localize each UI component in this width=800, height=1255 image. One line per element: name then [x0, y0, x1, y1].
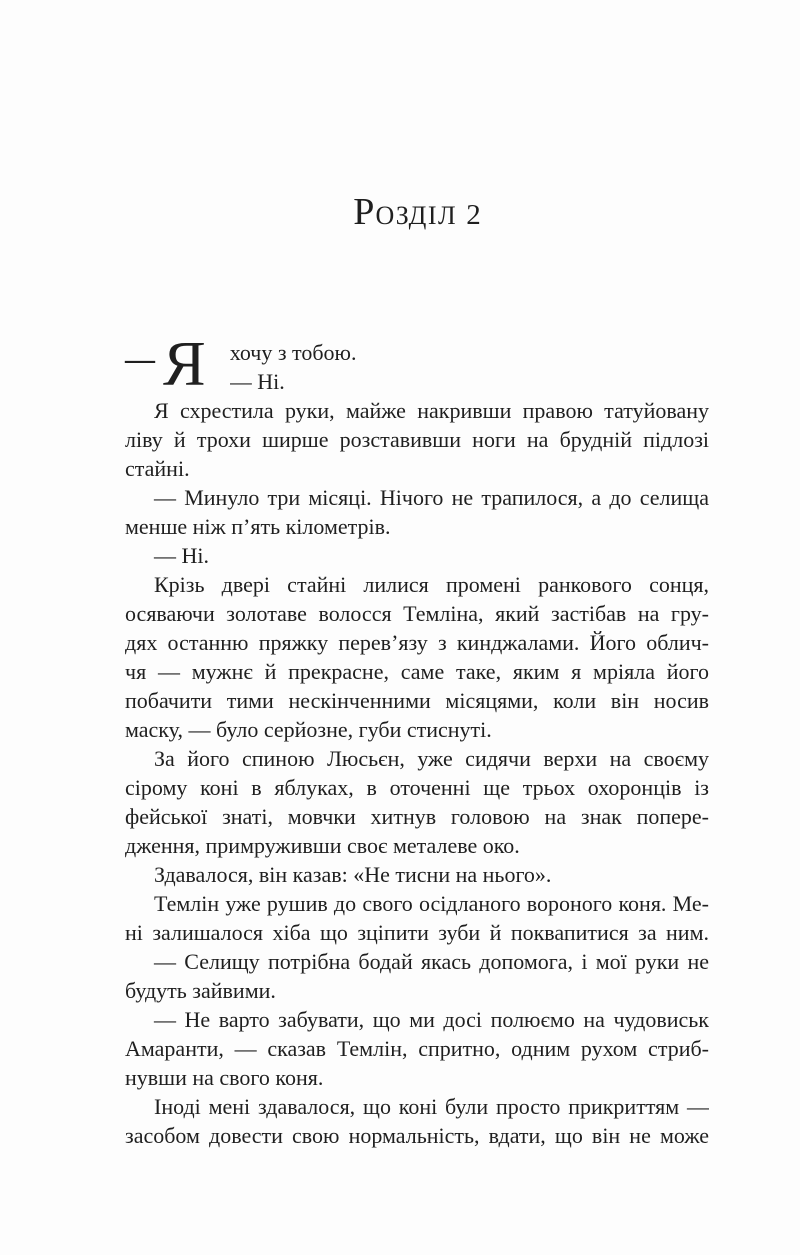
chapter-number: 2 — [466, 199, 481, 231]
text-line: маску, — було серйозне, губи стиснуті. — [125, 717, 492, 742]
text-line: сірому коні в яблуках, в оточенні ще трьох охоронців із — [125, 775, 709, 800]
text-line: хочу з тобою. — [229, 340, 357, 365]
drop-cap-lines — [230, 338, 709, 396]
text-line: Я схрестила руки, майже накривши правою татуйовану — [154, 398, 709, 423]
text-line: чя — мужнє й прекрасне, саме таке, яким я мріяла його — [125, 659, 709, 684]
paragraph — [125, 889, 709, 947]
text-line: ні залишалося хіба що зціпити зуби й поквапитися за ним. — [125, 920, 709, 945]
text-line: менше ніж п’ять кілометрів. — [125, 514, 391, 539]
text-line: побачити тими нескінченними місяцями, коли він носив — [125, 688, 709, 713]
paragraph — [125, 860, 709, 889]
text-line: Здавалося, він казав: «Не тисни на нього». — [154, 862, 552, 887]
text-line: — Ні. — [229, 369, 285, 394]
text-line: засобом довести свою нормальність, вдати, що він не може — [125, 1123, 709, 1148]
text-line: Темлін уже рушив до свого осідланого вороного коня. Ме- — [154, 891, 709, 916]
page-text — [125, 328, 709, 1150]
paragraph — [125, 541, 709, 570]
paragraph — [125, 947, 709, 1005]
text-line: будуть зайвими. — [125, 978, 276, 1003]
text-line: — Минуло три місяці. Нічого не трапилося, а до селища — [154, 485, 709, 510]
chapter-title-rest: ОЗДІЛ — [375, 201, 458, 230]
text-line: Іноді мені здавалося, що коні були просто прикриттям — — [154, 1094, 709, 1119]
chapter-title — [125, 193, 709, 231]
text-line: фейської знаті, мовчки хитнув головою на знак попере- — [125, 804, 709, 829]
text-line: Крізь двері стайні лилися промені ранкового сонця, — [154, 572, 709, 597]
text-line: — Ні. — [154, 543, 209, 568]
chapter-title-lead: Р — [353, 191, 376, 233]
text-line: ліву й трохи ширше розставивши ноги на брудній підлозі — [125, 427, 709, 452]
dialogue-dash: — — [125, 343, 155, 376]
paragraph — [125, 570, 709, 744]
text-line: — Селищу потрібна бодай якась допомога, і мої руки не — [154, 949, 709, 974]
paragraph — [125, 1005, 709, 1092]
text-line: осяваючи золотаве волосся Темліна, який застібав на гру- — [125, 601, 709, 626]
text-line: стайні. — [125, 456, 190, 481]
drop-cap-letter: Я — [163, 328, 206, 399]
text-line: Амаранти, — сказав Темлін, спритно, одним рухом стриб- — [125, 1036, 709, 1061]
text-line: нувши на свого коня. — [125, 1065, 324, 1090]
text-line: — Не варто забувати, що ми досі полюємо на чудовиськ — [154, 1007, 709, 1032]
paragraph — [125, 483, 709, 541]
paragraph — [125, 328, 709, 399]
drop-cap — [125, 328, 206, 399]
paragraph — [125, 744, 709, 860]
text-line: За його спиною Люсьєн, уже сидячи верхи на своєму — [154, 746, 709, 771]
paragraph — [125, 396, 709, 483]
text-line: дях останню пряжку перев’язу з кинджалами. Його облич- — [125, 630, 709, 655]
paragraph — [125, 1092, 709, 1150]
text-line: дження, примруживши своє металеве око. — [125, 833, 520, 858]
